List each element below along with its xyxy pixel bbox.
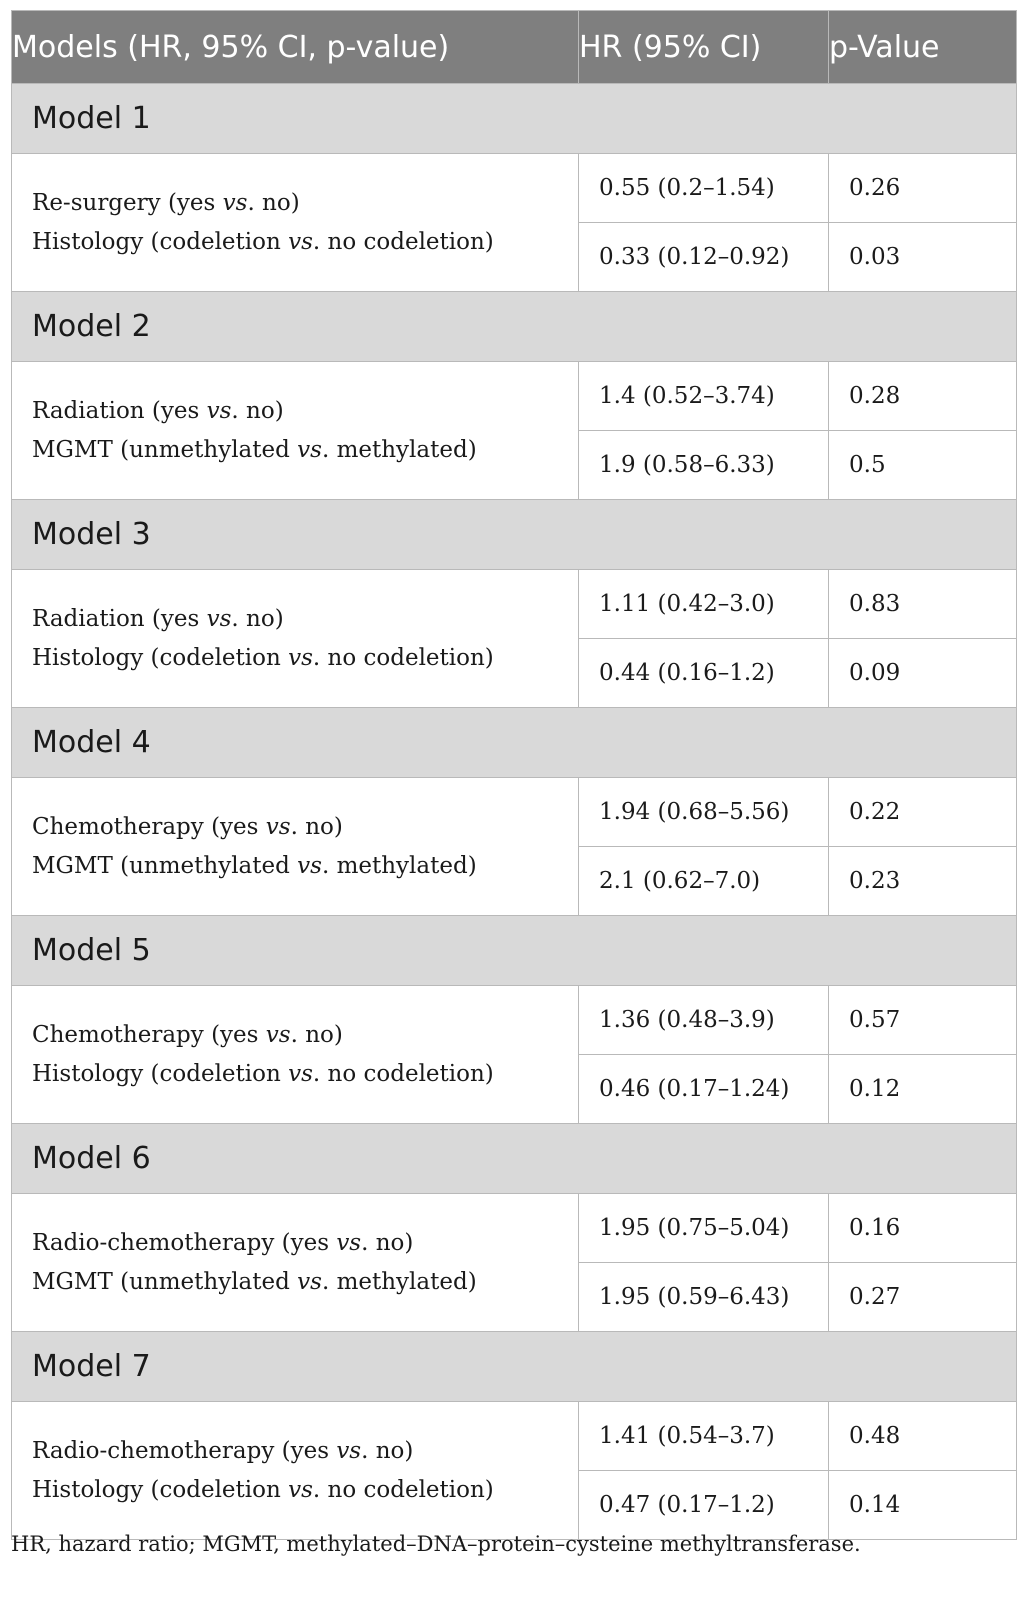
variable-text: Histology (codeletion [32,228,289,255]
variable-text: . methylated) [321,1268,477,1295]
hazard-ratio-cell: 0.47 (0.17–1.2) [579,1471,829,1540]
hazard-ratio-cell: 1.4 (0.52–3.74) [579,362,829,431]
table-row [12,362,1017,431]
hazard-ratio-cell: 1.41 (0.54–3.7) [579,1402,829,1471]
variable-text: MGMT (unmethylated [32,1268,298,1295]
model-variables [12,778,579,916]
model-name: Model 6 [12,1124,1017,1194]
variable-label [32,223,578,262]
variable-text: Radio-chemotherapy (yes [32,1229,337,1256]
table-row [12,154,1017,223]
p-value-cell: 0.09 [829,639,1017,708]
table-footnote: HR, hazard ratio; MGMT, methylated–DNA–protein–cysteine methyltransferase. [11,1532,861,1556]
variable-text: . methylated) [321,852,477,879]
variable-text: . no codeletion) [312,1476,494,1503]
results-table [11,10,1017,1540]
variable-label [32,808,578,847]
hazard-ratio-cell: 2.1 (0.62–7.0) [579,847,829,916]
versus-text: vs [336,1437,362,1464]
versus-text: vs [288,1476,313,1503]
model-name: Model 3 [12,500,1017,570]
p-value-cell: 0.28 [829,362,1017,431]
p-value-cell: 0.16 [829,1194,1017,1263]
variable-text: . methylated) [321,436,477,463]
p-value-cell: 0.22 [829,778,1017,847]
hazard-ratio-cell: 0.33 (0.12–0.92) [579,223,829,292]
model-header-row [12,916,1017,986]
header-hr: HR (95% CI) [579,11,829,84]
variable-label [32,1432,578,1471]
variable-label [32,639,578,678]
variable-text: . no) [231,397,284,424]
model-header-row [12,708,1017,778]
variable-text: Radiation (yes [32,397,207,424]
variable-label [32,847,578,886]
table-row [12,986,1017,1055]
variable-text: Chemotherapy (yes [32,813,266,840]
header-row [12,11,1017,84]
hazard-ratio-cell: 1.95 (0.75–5.04) [579,1194,829,1263]
p-value-cell: 0.48 [829,1402,1017,1471]
hazard-ratio-cell: 1.95 (0.59–6.43) [579,1263,829,1332]
p-value-cell: 0.23 [829,847,1017,916]
versus-text: vs [206,397,232,424]
variable-label [32,1016,578,1055]
versus-text: vs [222,189,248,216]
model-variables [12,154,579,292]
variable-text: . no) [231,605,284,632]
variable-text: . no) [247,189,300,216]
versus-text: vs [265,1021,291,1048]
hazard-ratio-cell: 0.46 (0.17–1.24) [579,1055,829,1124]
model-variables [12,362,579,500]
variable-text: Chemotherapy (yes [32,1021,266,1048]
model-name: Model 5 [12,916,1017,986]
versus-text: vs [336,1229,362,1256]
header-models: Models (HR, 95% CI, p-value) [12,11,579,84]
p-value-cell: 0.12 [829,1055,1017,1124]
model-variables [12,986,579,1124]
variable-label [32,1471,578,1510]
p-value-cell: 0.5 [829,431,1017,500]
variable-text: . no codeletion) [312,228,494,255]
hazard-ratio-cell: 1.36 (0.48–3.9) [579,986,829,1055]
variable-text: Histology (codeletion [32,1476,289,1503]
variable-text: . no) [290,1021,343,1048]
versus-text: vs [288,1060,313,1087]
versus-text: vs [297,1268,322,1295]
variable-text: MGMT (unmethylated [32,852,298,879]
p-value-cell: 0.83 [829,570,1017,639]
table-row [12,570,1017,639]
hazard-ratio-cell: 1.94 (0.68–5.56) [579,778,829,847]
model-name: Model 1 [12,84,1017,154]
model-header-row [12,84,1017,154]
variable-label [32,392,578,431]
header-p-value: p-Value [829,11,1017,84]
p-value-cell: 0.26 [829,154,1017,223]
versus-text: vs [288,228,313,255]
p-value-cell: 0.03 [829,223,1017,292]
model-name: Model 4 [12,708,1017,778]
model-variables [12,1194,579,1332]
hazard-ratio-cell: 1.9 (0.58–6.33) [579,431,829,500]
variable-text: Histology (codeletion [32,644,289,671]
model-variables [12,570,579,708]
table-row [12,1402,1017,1471]
versus-text: vs [206,605,232,632]
hazard-ratio-cell: 0.55 (0.2–1.54) [579,154,829,223]
hazard-ratio-cell: 0.44 (0.16–1.2) [579,639,829,708]
variable-label [32,431,578,470]
variable-text: . no) [361,1437,414,1464]
table-row [12,778,1017,847]
table-row [12,1194,1017,1263]
model-name: Model 7 [12,1332,1017,1402]
variable-label [32,1224,578,1263]
versus-text: vs [265,813,291,840]
model-variables [12,1402,579,1540]
versus-text: vs [288,644,313,671]
model-header-row [12,1332,1017,1402]
versus-text: vs [297,436,322,463]
model-header-row [12,500,1017,570]
versus-text: vs [297,852,322,879]
p-value-cell: 0.27 [829,1263,1017,1332]
variable-text: . no codeletion) [312,644,494,671]
variable-text: . no) [290,813,343,840]
variable-text: Radiation (yes [32,605,207,632]
variable-label [32,184,578,223]
p-value-cell: 0.57 [829,986,1017,1055]
variable-text: MGMT (unmethylated [32,436,298,463]
variable-text: Histology (codeletion [32,1060,289,1087]
variable-label [32,1263,578,1302]
variable-text: Re-surgery (yes [32,189,223,216]
hazard-ratio-cell: 1.11 (0.42–3.0) [579,570,829,639]
variable-text: . no codeletion) [312,1060,494,1087]
variable-text: . no) [361,1229,414,1256]
model-name: Model 2 [12,292,1017,362]
model-header-row [12,292,1017,362]
p-value-cell: 0.14 [829,1471,1017,1540]
variable-text: Radio-chemotherapy (yes [32,1437,337,1464]
model-header-row [12,1124,1017,1194]
variable-label [32,1055,578,1094]
variable-label [32,600,578,639]
